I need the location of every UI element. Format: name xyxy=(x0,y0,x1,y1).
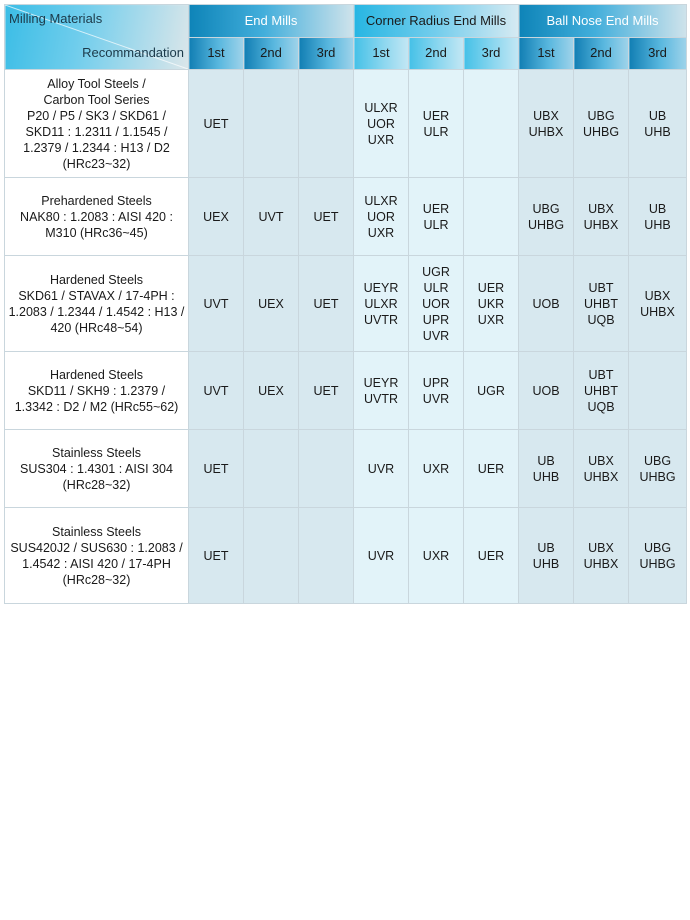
table-row xyxy=(5,352,687,430)
rank-header: 2nd xyxy=(244,37,299,70)
group-header-corner-radius-end-mills: Corner Radius End Mills xyxy=(354,5,519,38)
recommendation-cell: UEX xyxy=(244,352,299,430)
material-cell: Stainless Steels SUS304 : 1.4301 : AISI 304 (HRc28~32) xyxy=(5,430,189,508)
rank-header: 3rd xyxy=(299,37,354,70)
recommendation-cell: UBX UHBX xyxy=(629,256,687,352)
table-row xyxy=(5,508,687,604)
recommendation-cell: UXR xyxy=(409,508,464,604)
recommendation-cell: UVR xyxy=(354,508,409,604)
recommendation-cell: UEX xyxy=(244,256,299,352)
recommendation-cell xyxy=(464,70,519,178)
recommendation-cell: UER UKR UXR xyxy=(464,256,519,352)
recommendation-cell: UXR xyxy=(409,430,464,508)
recommendation-cell: UEYR UVTR xyxy=(354,352,409,430)
recommendation-cell: UBG UHBG xyxy=(519,178,574,256)
recommendation-cell: UET xyxy=(189,70,244,178)
material-cell: Prehardened Steels NAK80 : 1.2083 : AISI 420 : M310 (HRc36~45) xyxy=(5,178,189,256)
recommendation-cell: UVT xyxy=(189,352,244,430)
header-corner-cell xyxy=(5,5,189,70)
group-header-ball-nose-end-mills: Ball Nose End Mills xyxy=(519,5,687,38)
table-row xyxy=(5,70,687,178)
recommendation-cell: UER xyxy=(464,508,519,604)
recommendation-cell: UB UHB xyxy=(629,178,687,256)
rank-header: 1st xyxy=(354,37,409,70)
recommendation-cell xyxy=(299,508,354,604)
recommendation-cell: UER ULR xyxy=(409,70,464,178)
recommendation-cell xyxy=(299,430,354,508)
material-cell: Stainless Steels SUS420J2 / SUS630 : 1.2083 / 1.4542 : AISI 420 / 17-4PH (HRc28~32) xyxy=(5,508,189,604)
milling-materials-label: Milling Materials xyxy=(9,11,103,26)
rank-header: 2nd xyxy=(409,37,464,70)
rank-header: 2nd xyxy=(574,37,629,70)
recommendation-cell: UB UHB xyxy=(519,508,574,604)
recommendation-cell: ULXR UOR UXR xyxy=(354,178,409,256)
recommendation-cell: UBX UHBX xyxy=(574,178,629,256)
table-row xyxy=(5,178,687,256)
recommendation-cell xyxy=(464,178,519,256)
recommendation-cell: UB UHB xyxy=(519,430,574,508)
recommendation-cell: UET xyxy=(299,178,354,256)
recommendation-cell: UBX UHBX xyxy=(519,70,574,178)
recommendation-cell: UBX UHBX xyxy=(574,430,629,508)
rank-header: 3rd xyxy=(464,37,519,70)
recommendation-cell: UOB xyxy=(519,256,574,352)
recommendation-table xyxy=(4,4,687,604)
rank-header: 1st xyxy=(189,37,244,70)
recommendation-cell: UGR ULR UOR UPR UVR xyxy=(409,256,464,352)
recommendation-cell: UBG UHBG xyxy=(629,508,687,604)
recommendation-cell: UET xyxy=(299,352,354,430)
material-cell: Alloy Tool Steels / Carbon Tool Series P20 / P5 / SK3 / SKD61 / SKD11 : 1.2311 / 1.1545 / 1.2379 / 1.2344 : H13 / D2 (HRc23~32) xyxy=(5,70,189,178)
recommendation-cell: UER ULR xyxy=(409,178,464,256)
recommendation-cell: UET xyxy=(189,430,244,508)
recommendation-cell: UER xyxy=(464,430,519,508)
recommendation-cell: UBT UHBT UQB xyxy=(574,352,629,430)
recommendation-cell: UBT UHBT UQB xyxy=(574,256,629,352)
recommendation-cell: UEYR ULXR UVTR xyxy=(354,256,409,352)
recommendation-cell xyxy=(299,70,354,178)
rank-header: 3rd xyxy=(629,37,687,70)
rank-header: 1st xyxy=(519,37,574,70)
recommendation-cell: UVT xyxy=(244,178,299,256)
table-body xyxy=(5,70,687,604)
recommendation-cell: ULXR UOR UXR xyxy=(354,70,409,178)
recommendation-cell: UB UHB xyxy=(629,70,687,178)
recommendation-cell: UVR xyxy=(354,430,409,508)
recommendation-label: Recommandation xyxy=(82,45,184,60)
recommendation-cell: UBG UHBG xyxy=(574,70,629,178)
recommendation-cell: UVT xyxy=(189,256,244,352)
recommendation-cell: UPR UVR xyxy=(409,352,464,430)
recommendation-cell: UET xyxy=(299,256,354,352)
recommendation-cell: UGR xyxy=(464,352,519,430)
material-cell: Hardened Steels SKD61 / STAVAX / 17-4PH : 1.2083 / 1.2344 / 1.4542 : H13 / 420 (HRc48~54) xyxy=(5,256,189,352)
recommendation-cell xyxy=(244,508,299,604)
recommendation-cell: UOB xyxy=(519,352,574,430)
material-cell: Hardened Steels SKD11 / SKH9 : 1.2379 / 1.3342 : D2 / M2 (HRc55~62) xyxy=(5,352,189,430)
table-row xyxy=(5,430,687,508)
recommendation-cell: UEX xyxy=(189,178,244,256)
recommendation-cell: UBX UHBX xyxy=(574,508,629,604)
recommendation-cell: UBG UHBG xyxy=(629,430,687,508)
table-row xyxy=(5,256,687,352)
recommendation-cell xyxy=(244,70,299,178)
group-header-end-mills: End Mills xyxy=(189,5,354,38)
recommendation-cell xyxy=(244,430,299,508)
recommendation-cell: UET xyxy=(189,508,244,604)
recommendation-cell xyxy=(629,352,687,430)
